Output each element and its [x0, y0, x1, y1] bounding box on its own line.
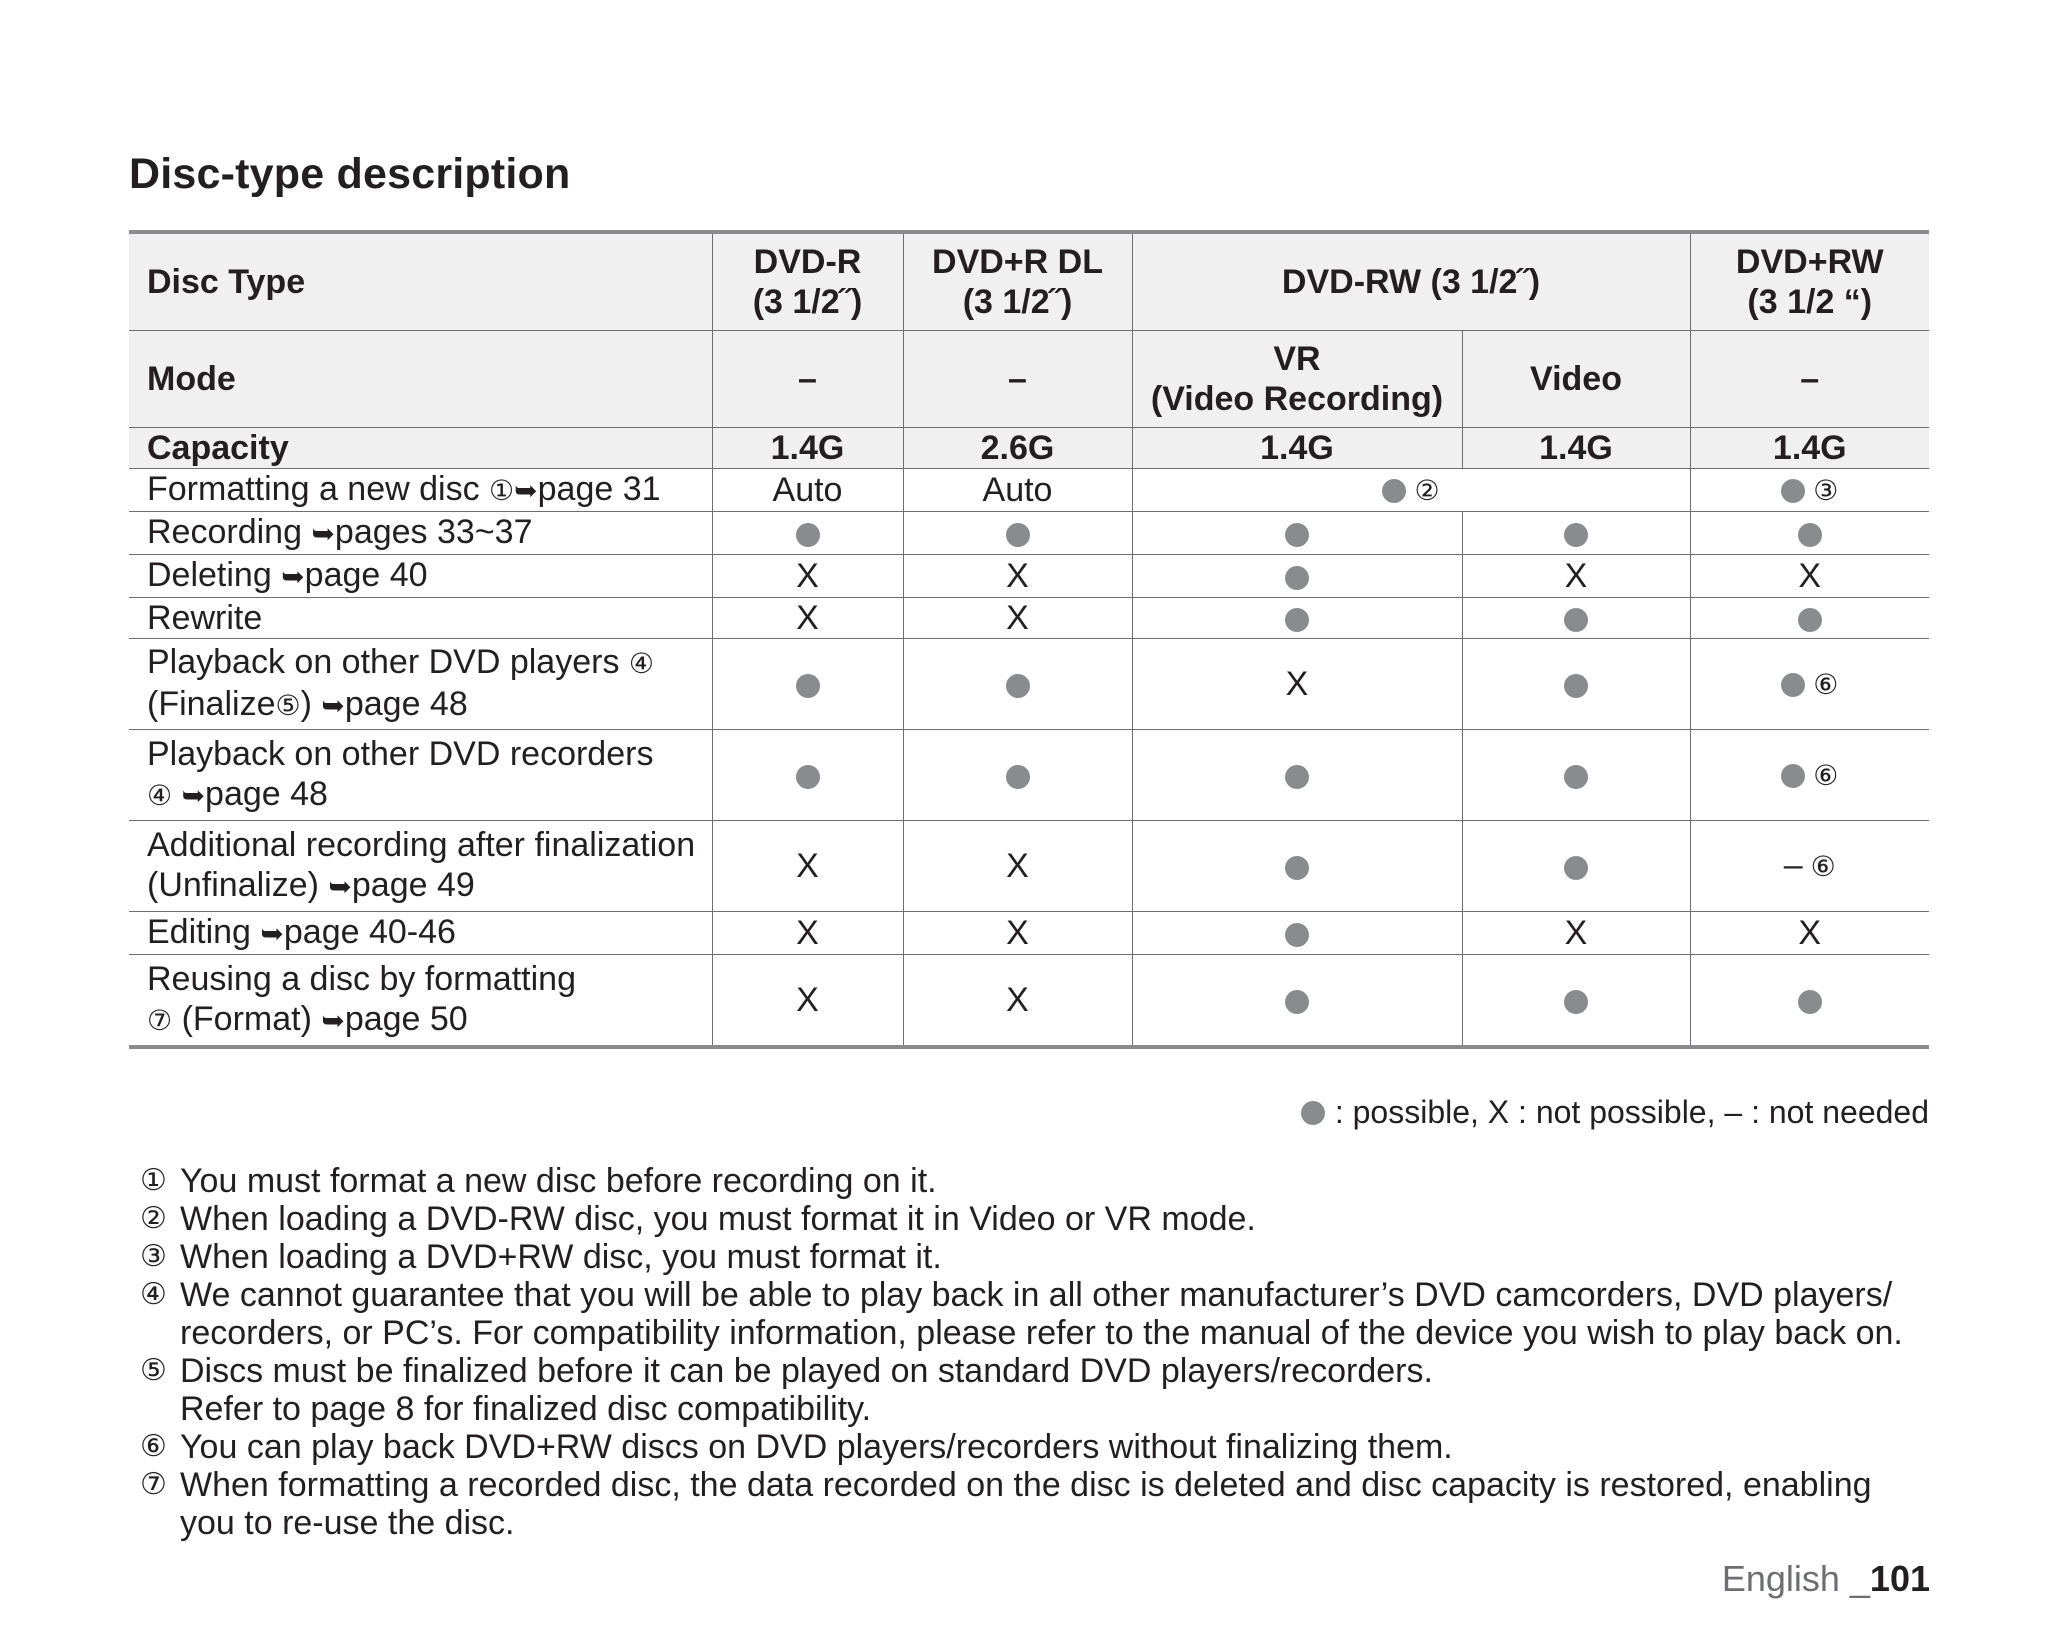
cell-not-possible: X — [1690, 555, 1929, 598]
row-label: Deleting ➥page 40 — [129, 555, 712, 598]
cell-possible — [1690, 955, 1929, 1048]
possible-dot-icon — [1382, 479, 1406, 503]
possible-dot-icon — [1564, 990, 1588, 1014]
legend-text: : possible, X : not possible, – : not needed — [1334, 1094, 1929, 1130]
capacity-row — [129, 428, 1929, 469]
possible-dot-icon — [1564, 856, 1588, 880]
cell-not-possible: X — [1462, 912, 1690, 955]
capacity-label: Capacity — [129, 428, 712, 469]
mode-video: Video — [1462, 331, 1690, 428]
row-label: Formatting a new disc ①➥page 31 — [129, 469, 712, 512]
table-row — [129, 639, 1929, 730]
cell-possible — [1132, 730, 1462, 821]
possible-dot-icon — [1285, 566, 1309, 590]
possible-dot-icon — [796, 523, 820, 547]
cell-possible — [712, 512, 903, 555]
cell-possible: ③ — [1690, 469, 1929, 512]
possible-dot-icon — [1564, 608, 1588, 632]
cell-possible — [903, 639, 1132, 730]
legend — [1301, 1094, 1929, 1131]
possible-dot-icon — [1285, 923, 1309, 947]
cell-possible — [1462, 639, 1690, 730]
table-row — [129, 955, 1929, 1048]
page-footer — [1722, 1558, 1930, 1600]
possible-dot-icon — [1798, 608, 1822, 632]
mode-dvd-plus-rw: – — [1690, 331, 1929, 428]
table-row — [129, 469, 1929, 512]
col-dvd-r: DVD-R (3 1/2˝) — [712, 232, 903, 331]
possible-dot-icon — [1006, 674, 1030, 698]
table-row — [129, 730, 1929, 821]
cell-possible: ② — [1132, 469, 1690, 512]
row-label: Playback on other DVD recorders ④ ➥page 48 — [129, 730, 712, 821]
possible-dot-icon — [1781, 479, 1805, 503]
cell-possible — [1132, 598, 1462, 639]
cell-not-possible: X — [903, 555, 1132, 598]
footnote: ⑤ Discs must be finalized before it can be played on standard DVD players/recorders. Refer to page 8 for finalized disc compatibility. — [140, 1352, 1433, 1428]
cell-not-possible: X — [712, 598, 903, 639]
cell-possible — [1462, 598, 1690, 639]
footnote: ③ When loading a DVD+RW disc, you must format it. — [140, 1238, 942, 1276]
row-label: Playback on other DVD players ④ (Finalize⑤) ➥page 48 — [129, 639, 712, 730]
page-title: Disc-type description — [129, 150, 571, 198]
table-row — [129, 912, 1929, 955]
footnotes — [140, 1162, 1930, 1542]
cell-possible — [1132, 555, 1462, 598]
page-number: 101 — [1869, 1558, 1930, 1599]
capacity-value: 1.4G — [1132, 428, 1462, 469]
footnote: ⑥ You can play back DVD+RW discs on DVD players/recorders without finalizing them. — [140, 1428, 1453, 1466]
possible-dot-icon — [1285, 856, 1309, 880]
footnote: ① You must format a new disc before recording on it. — [140, 1162, 937, 1200]
cell-not-possible: X — [1690, 912, 1929, 955]
mode-dvd-r-dl: – — [903, 331, 1132, 428]
possible-dot-icon — [1285, 765, 1309, 789]
mode-row — [129, 331, 1929, 428]
possible-dot-icon — [1564, 523, 1588, 547]
possible-dot-icon — [1006, 765, 1030, 789]
cell-possible — [1690, 598, 1929, 639]
cell-not-possible: X — [712, 912, 903, 955]
cell-possible — [712, 730, 903, 821]
cell-not-possible: X — [903, 821, 1132, 912]
cell-not-possible: X — [1132, 639, 1462, 730]
cell-possible — [1462, 955, 1690, 1048]
cell-possible — [712, 639, 903, 730]
possible-dot-icon — [1285, 523, 1309, 547]
row-label: Recording ➥pages 33~37 — [129, 512, 712, 555]
cell-possible — [1462, 821, 1690, 912]
cell-possible — [1462, 730, 1690, 821]
disc-type-row — [129, 232, 1929, 331]
cell-possible — [903, 512, 1132, 555]
table-row — [129, 821, 1929, 912]
cell-possible: ⑥ — [1690, 639, 1929, 730]
row-label: Reusing a disc by formatting ⑦ (Format) ➥page 50 — [129, 955, 712, 1048]
cell-possible — [1132, 821, 1462, 912]
cell-not-needed: – ⑥ — [1690, 821, 1929, 912]
cell-possible: ⑥ — [1690, 730, 1929, 821]
table-row — [129, 512, 1929, 555]
footnote: ④ We cannot guarantee that you will be able to play back in all other manufacturer’s DVD camcorders, DVD players/ recorders, or PC’s. For compatibility information, please refer to the manual of the device you wish to play back on. — [140, 1276, 1903, 1352]
possible-dot-icon — [1285, 608, 1309, 632]
cell-not-possible: X — [1462, 555, 1690, 598]
possible-dot-icon — [1781, 764, 1805, 788]
cell-not-possible: X — [903, 598, 1132, 639]
cell-possible — [1462, 512, 1690, 555]
cell-auto: Auto — [903, 469, 1132, 512]
cell-not-possible: X — [712, 821, 903, 912]
cell-possible — [1132, 955, 1462, 1048]
cell-not-possible: X — [712, 555, 903, 598]
possible-dot-icon — [1564, 765, 1588, 789]
disc-type-table — [129, 230, 1929, 1049]
col-dvd-r-dl: DVD+R DL (3 1/2˝) — [903, 232, 1132, 331]
col-dvd-rw: DVD-RW (3 1/2˝) — [1132, 232, 1690, 331]
cell-possible — [1132, 912, 1462, 955]
possible-dot-icon — [1564, 674, 1588, 698]
capacity-value: 1.4G — [1690, 428, 1929, 469]
possible-dot-icon — [1781, 673, 1805, 697]
table-row — [129, 598, 1929, 639]
capacity-value: 2.6G — [903, 428, 1132, 469]
row-label: Additional recording after finalization (Unfinalize) ➥page 49 — [129, 821, 712, 912]
mode-dvd-r: – — [712, 331, 903, 428]
mode-vr: VR (Video Recording) — [1132, 331, 1462, 428]
cell-possible — [1132, 512, 1462, 555]
cell-auto: Auto — [712, 469, 903, 512]
mode-label: Mode — [129, 331, 712, 428]
possible-dot-icon — [1006, 523, 1030, 547]
capacity-value: 1.4G — [712, 428, 903, 469]
disc-type-label: Disc Type — [129, 232, 712, 331]
cell-possible — [1690, 512, 1929, 555]
cell-not-possible: X — [903, 955, 1132, 1048]
footer-language: English _ — [1721, 1558, 1870, 1599]
col-dvd-plus-rw: DVD+RW (3 1/2 “) — [1690, 232, 1929, 331]
possible-dot-icon — [1798, 523, 1822, 547]
cell-not-possible: X — [712, 955, 903, 1048]
row-label: Editing ➥page 40-46 — [129, 912, 712, 955]
possible-dot-icon — [796, 765, 820, 789]
possible-dot-icon — [1301, 1101, 1325, 1125]
row-label: Rewrite — [129, 598, 712, 639]
possible-dot-icon — [1798, 990, 1822, 1014]
capacity-value: 1.4G — [1462, 428, 1690, 469]
cell-not-possible: X — [903, 912, 1132, 955]
cell-possible — [903, 730, 1132, 821]
possible-dot-icon — [1285, 990, 1309, 1014]
table-row — [129, 555, 1929, 598]
footnote: ⑦ When formatting a recorded disc, the data recorded on the disc is deleted and disc capacity is restored, enabling you to re-use the disc. — [140, 1466, 1872, 1542]
possible-dot-icon — [796, 674, 820, 698]
footnote: ② When loading a DVD-RW disc, you must format it in Video or VR mode. — [140, 1200, 1256, 1238]
